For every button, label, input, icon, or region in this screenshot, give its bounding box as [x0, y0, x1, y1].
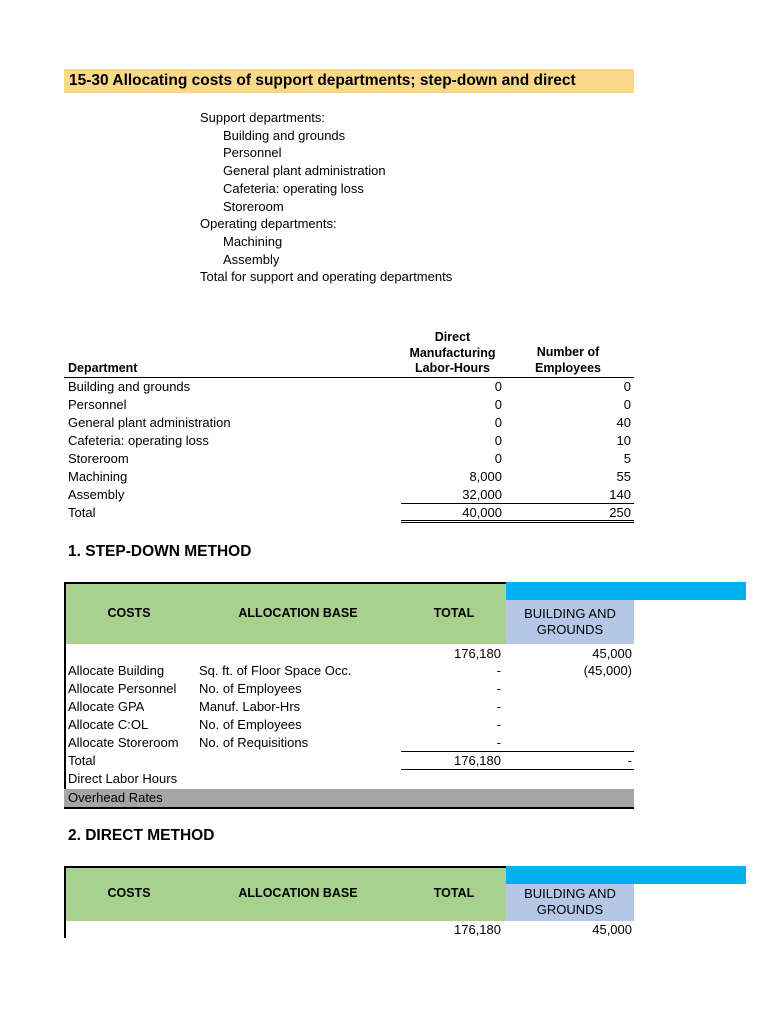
opening-total: 176,180: [454, 646, 501, 661]
sd-total-line-bottom: [401, 769, 634, 770]
support-item: Personnel: [223, 145, 282, 161]
support-item: Storeroom: [223, 198, 284, 214]
operating-heading: Operating departments:: [200, 216, 337, 232]
support-heading: Support departments:: [200, 110, 326, 125]
overhead-rates-row: Overhead Rates: [64, 789, 634, 809]
accent-band: [506, 582, 746, 600]
table-row: Cafeteria: operating loss 0 10: [68, 433, 631, 448]
opening-bg: 45,000: [592, 646, 632, 661]
department-header: Department: [68, 361, 138, 375]
costs-header: COSTS: [107, 606, 151, 620]
table-row: General plant administration 0 40: [68, 415, 631, 430]
employee-data-table: [68, 378, 634, 522]
support-item: General plant administration: [223, 163, 386, 179]
table-row: Machining 8,000 55: [68, 469, 631, 484]
total-line-bottom: [401, 520, 634, 521]
sd-total-line-top: [401, 751, 634, 752]
table-row: Building and grounds 0 0: [68, 379, 631, 394]
table-row: Personnel 0 0: [68, 397, 631, 412]
table-total-row: Total 40,000 250: [68, 505, 631, 520]
table-row: Storeroom 0 5: [68, 451, 631, 466]
table-row: Allocate Building Sq. ft. of Floor Space Occ. - (45,000): [68, 663, 632, 678]
support-item: Cafeteria: operating loss: [223, 180, 364, 196]
direct-left-border: [64, 866, 66, 938]
total-line-top: [401, 503, 634, 504]
direct-labor-hours-row: Direct Labor Hours: [68, 771, 178, 786]
table-row: Assembly 32,000 140: [68, 487, 631, 502]
table-left-border: [64, 582, 66, 808]
table-row: Allocate C:OL No. of Employees -: [68, 717, 501, 732]
table-row: Allocate GPA Manuf. Labor-Hrs -: [68, 699, 501, 714]
accent-band-direct: [506, 866, 746, 884]
direct-method-title: 2. DIRECT METHOD: [68, 827, 215, 844]
total-line-double: [401, 522, 634, 523]
direct-opening-total: 176,180: [454, 922, 501, 937]
employees-header: Number of Employees: [534, 345, 601, 375]
allocation-base-header: ALLOCATION BASE: [238, 606, 358, 620]
total-label: Total for support and operating departments: [200, 269, 453, 285]
support-item: Building and grounds: [223, 127, 346, 143]
step-down-header: [64, 582, 506, 644]
table-row: Allocate Storeroom No. of Requisitions -: [68, 735, 501, 750]
step-down-total-row: Total 176,180 -: [68, 753, 632, 768]
building-grounds-header: BUILDING AND GROUNDS: [506, 884, 634, 921]
costs-header: COSTS: [107, 886, 151, 900]
allocation-base-header: ALLOCATION BASE: [238, 886, 358, 900]
building-grounds-header: BUILDING AND GROUNDS: [506, 600, 634, 644]
total-header: TOTAL: [433, 886, 475, 900]
dmlh-header: Direct Manufacturing Labor-Hours: [409, 330, 496, 375]
operating-item: Assembly: [223, 251, 280, 267]
page-title: 15-30 Allocating costs of support departments; step-down and direct: [64, 69, 634, 93]
total-header: TOTAL: [433, 606, 475, 620]
department-list: [200, 109, 452, 286]
table-row: Allocate Personnel No. of Employees -: [68, 681, 501, 696]
operating-item: Machining: [223, 233, 283, 249]
step-down-title: 1. STEP-DOWN METHOD: [68, 543, 252, 560]
direct-header: [64, 866, 506, 921]
direct-opening-bg: 45,000: [592, 922, 632, 937]
